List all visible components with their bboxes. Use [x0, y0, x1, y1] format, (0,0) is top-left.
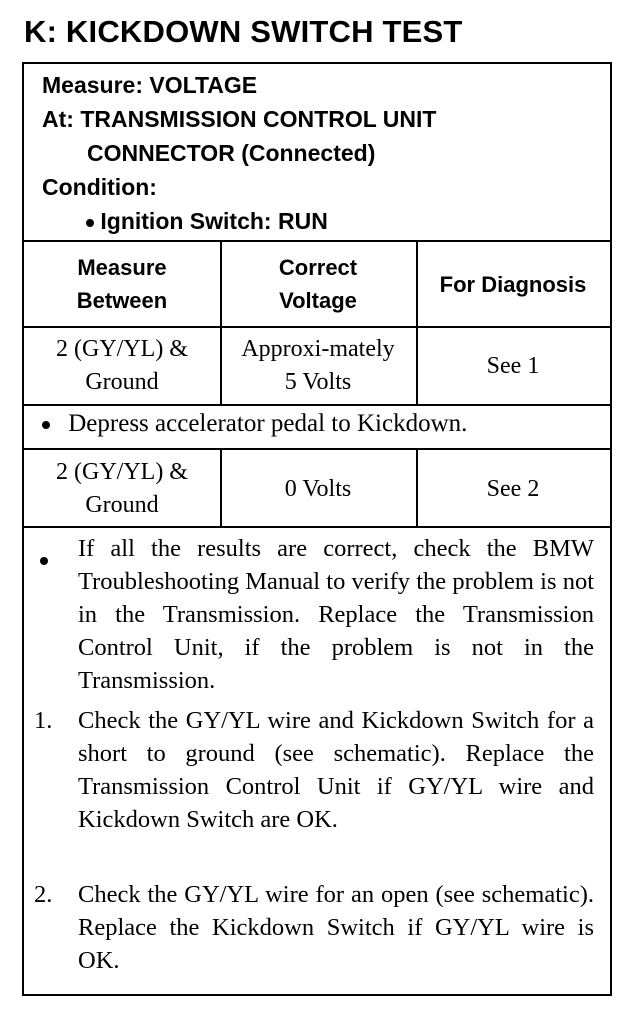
column-divider [220, 450, 222, 528]
test-header [24, 64, 610, 242]
table-row-1-correct-voltage: Approxi-mately 5 Volts [241, 336, 395, 395]
instruction-text: Depress accelerator pedal to Kickdown. [68, 410, 468, 437]
note-text: Check the GY/YL wire for an open (see schematic). Replace the Kickdown Switch if GY/YL wire is OK. [78, 881, 594, 974]
table-row-2-measure-between: 2 (GY/YL) & Ground [56, 459, 188, 518]
table-row-1-for-diagnosis: See 1 [486, 352, 540, 379]
note-text: If all the results are correct, check the BMW Troubleshooting Manual to verify the problem is not in the Transmission. Replace the Transmission Control Unit, if the problem is not in the Transmission. [78, 535, 594, 694]
condition-item [86, 208, 328, 235]
column-divider [220, 328, 222, 404]
table-row-2-for-diagnosis: See 2 [486, 475, 540, 502]
bullet-icon [34, 546, 80, 574]
column-divider [220, 240, 222, 328]
note-number: 1. [34, 707, 53, 734]
note-number: 2. [34, 881, 53, 908]
divider [24, 526, 610, 528]
table-row-1-measure-between: 2 (GY/YL) & Ground [56, 336, 188, 395]
bullet-icon [86, 219, 94, 227]
test-panel [22, 62, 612, 996]
table-row-2-correct-voltage: 0 Volts [284, 475, 352, 502]
instruction-row [42, 410, 628, 438]
measure-label: Measure: VOLTAGE [42, 72, 258, 98]
column-divider [416, 328, 418, 404]
condition-label: Condition: [42, 174, 157, 200]
bullet-icon [42, 421, 50, 429]
at-label: At: TRANSMISSION CONTROL UNIT [42, 106, 437, 132]
note-text: Check the GY/YL wire and Kickdown Switch for a short to ground (see schematic). Replace the Transmission Control Unit if GY/YL wire and Kickdown Switch are OK. [78, 707, 594, 833]
column-header-for-diagnosis: For Diagnosis [439, 271, 587, 297]
page-title: K: KICKDOWN SWITCH TEST [24, 14, 463, 49]
column-divider [416, 240, 418, 328]
column-divider [416, 450, 418, 528]
at-label-continued: CONNECTOR (Connected) [87, 140, 376, 166]
column-header-correct-voltage: Correct Voltage [278, 255, 358, 313]
column-header-measure-between: Measure Between [76, 255, 168, 313]
divider [24, 404, 610, 406]
condition-item-text: Ignition Switch: RUN [100, 208, 328, 234]
